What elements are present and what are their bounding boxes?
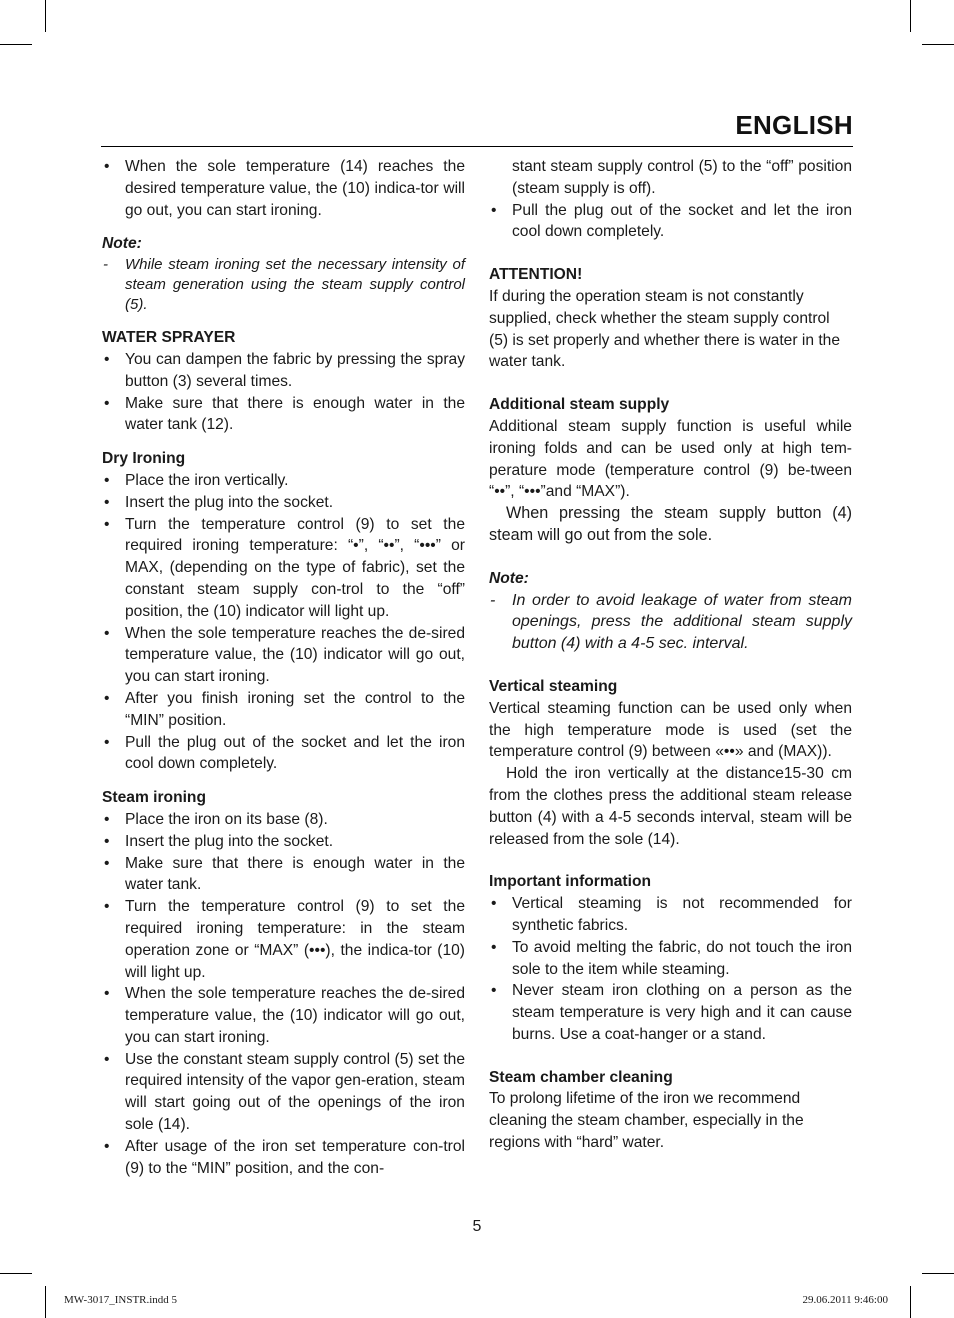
right-column xyxy=(489,156,852,1154)
section-title-water-sprayer: WATER SPRAYER xyxy=(102,329,236,347)
water-sprayer-list xyxy=(102,349,465,436)
section-title-cleaning: Steam chamber cleaning xyxy=(489,1068,673,1086)
section-title-attention: ATTENTION! xyxy=(489,266,583,284)
vertical-text-2: Hold the iron vertically at the distance15-30 cm from the clothes press the additional steam release button (4) with a 4-5 seconds interval, steam will be released from the sole (14). xyxy=(489,765,852,848)
continued-list xyxy=(489,200,852,244)
additional-text: Additional steam supply function is useful while ironing folds and can be used only at high tem-perature mode (temperature control (9) be-tween “••”, “•••”and “MAX”). xyxy=(489,417,852,501)
list-item: • When the sole temperature reaches the de-sired temperature value, the (10) indicator will go out, you can start ironing. xyxy=(102,983,465,1048)
crop-mark xyxy=(45,1286,46,1318)
list-item: • After usage of the iron set temperature con-trol (9) to the “MIN” position, and the con- xyxy=(102,1136,465,1180)
section-title-important: Important information xyxy=(489,873,651,891)
continued-text: stant steam supply control (5) to the “off” position (steam supply is off). xyxy=(512,158,852,197)
cleaning-text: To prolong lifetime of the iron we recommend cleaning the steam chamber, especially in the regions with “hard” water. xyxy=(489,1090,804,1152)
list-item: • After you finish ironing set the control to the “MIN” position. xyxy=(102,688,465,732)
list-item: • When the sole temperature reaches the de-sired temperature value, the (10) indicator will go out, you can start ironing. xyxy=(102,623,465,688)
list-item: • You can dampen the fabric by pressing the spray button (3) several times. xyxy=(102,349,465,393)
list-item: • Never steam iron clothing on a person as the steam temperature is very high and it can cause burns. Use a coat-hanger or a stand. xyxy=(489,980,852,1045)
language-heading: ENGLISH xyxy=(735,110,853,140)
list-item: • Insert the plug into the socket. xyxy=(102,492,465,514)
list-item: • Make sure that there is enough water in the water tank (12). xyxy=(102,393,465,437)
section-title-vertical-steaming: Vertical steaming xyxy=(489,677,618,695)
footer-filename: MW-3017_INSTR.indd 5 xyxy=(64,1294,178,1306)
additional-text-2: When pressing the steam supply button (4) steam will go out from the sole. xyxy=(489,504,852,544)
vertical-text: Vertical steaming function can be used only when the high temperature mode is used (set the temperature control (9) between «••» and (MAX)). xyxy=(489,699,852,761)
list-item: • Use the constant steam supply control (5) set the required intensity of the vapor gen-eration, steam will start going out of the openings of the iron sole (14). xyxy=(102,1049,465,1136)
important-list xyxy=(489,893,852,1046)
crop-mark xyxy=(45,0,46,32)
crop-mark xyxy=(910,1286,911,1318)
crop-mark xyxy=(0,1273,32,1274)
list-item: • Pull the plug out of the socket and let the iron cool down completely. xyxy=(102,732,465,776)
dry-ironing-list xyxy=(102,470,465,775)
footer-date: 29.06.2011 9:46:00 xyxy=(802,1294,888,1306)
note-text: - While steam ironing set the necessary intensity of steam generation using the steam supply control (5). xyxy=(102,255,465,315)
header-divider xyxy=(101,146,853,147)
list-item: • Place the iron vertically. xyxy=(102,470,465,492)
section-title-steam-ironing: Steam ironing xyxy=(102,789,206,807)
list-item: • Make sure that there is enough water in the water tank. xyxy=(102,853,465,897)
list-item: • Turn the temperature control (9) to set the required ironing temperature: “•”, “••”, “•••” or MAX, (depending on the type of fabric), set the constant steam supply con-trol to the “off” position, the (10) indicator will light up. xyxy=(102,514,465,623)
crop-mark xyxy=(910,0,911,32)
list-item: • When the sole temperature (14) reaches the desired temperature value, the (10) indica-tor will go out, you can start ironing. xyxy=(102,156,465,221)
page-number: 5 xyxy=(472,1218,482,1235)
crop-mark xyxy=(922,44,954,45)
note-label: Note: xyxy=(489,569,529,587)
list-item: • Pull the plug out of the socket and let the iron cool down completely. xyxy=(489,200,852,244)
crop-mark xyxy=(922,1273,954,1274)
section-title-dry-ironing: Dry Ironing xyxy=(102,450,186,468)
steam-ironing-list xyxy=(102,809,465,1180)
note-text: - In order to avoid leakage of water from steam openings, press the additional steam supply button (4) with a 4-5 sec. interval. xyxy=(489,590,852,655)
note-list xyxy=(489,590,852,655)
note-list xyxy=(102,255,465,315)
list-item: • Insert the plug into the socket. xyxy=(102,831,465,853)
crop-mark xyxy=(0,44,32,45)
section-title-additional-steam: Additional steam supply xyxy=(489,396,670,414)
note-label: Note: xyxy=(102,235,142,253)
left-column xyxy=(102,156,465,1179)
list-item: • Place the iron on its base (8). xyxy=(102,809,465,831)
list-item: • To avoid melting the fabric, do not touch the iron sole to the item while steaming. xyxy=(489,937,852,981)
list-item: • Turn the temperature control (9) to set the required ironing temperature: in the steam operation zone or “MAX” (•••), the indica-tor (10) will light up. xyxy=(102,896,465,983)
list-item: • Vertical steaming is not recommended for synthetic fabrics. xyxy=(489,893,852,937)
intro-list xyxy=(102,156,465,221)
attention-text: If during the operation steam is not constantly supplied, check whether the steam supply control (5) is set properly and whether there is water in the water tank. xyxy=(489,287,841,371)
